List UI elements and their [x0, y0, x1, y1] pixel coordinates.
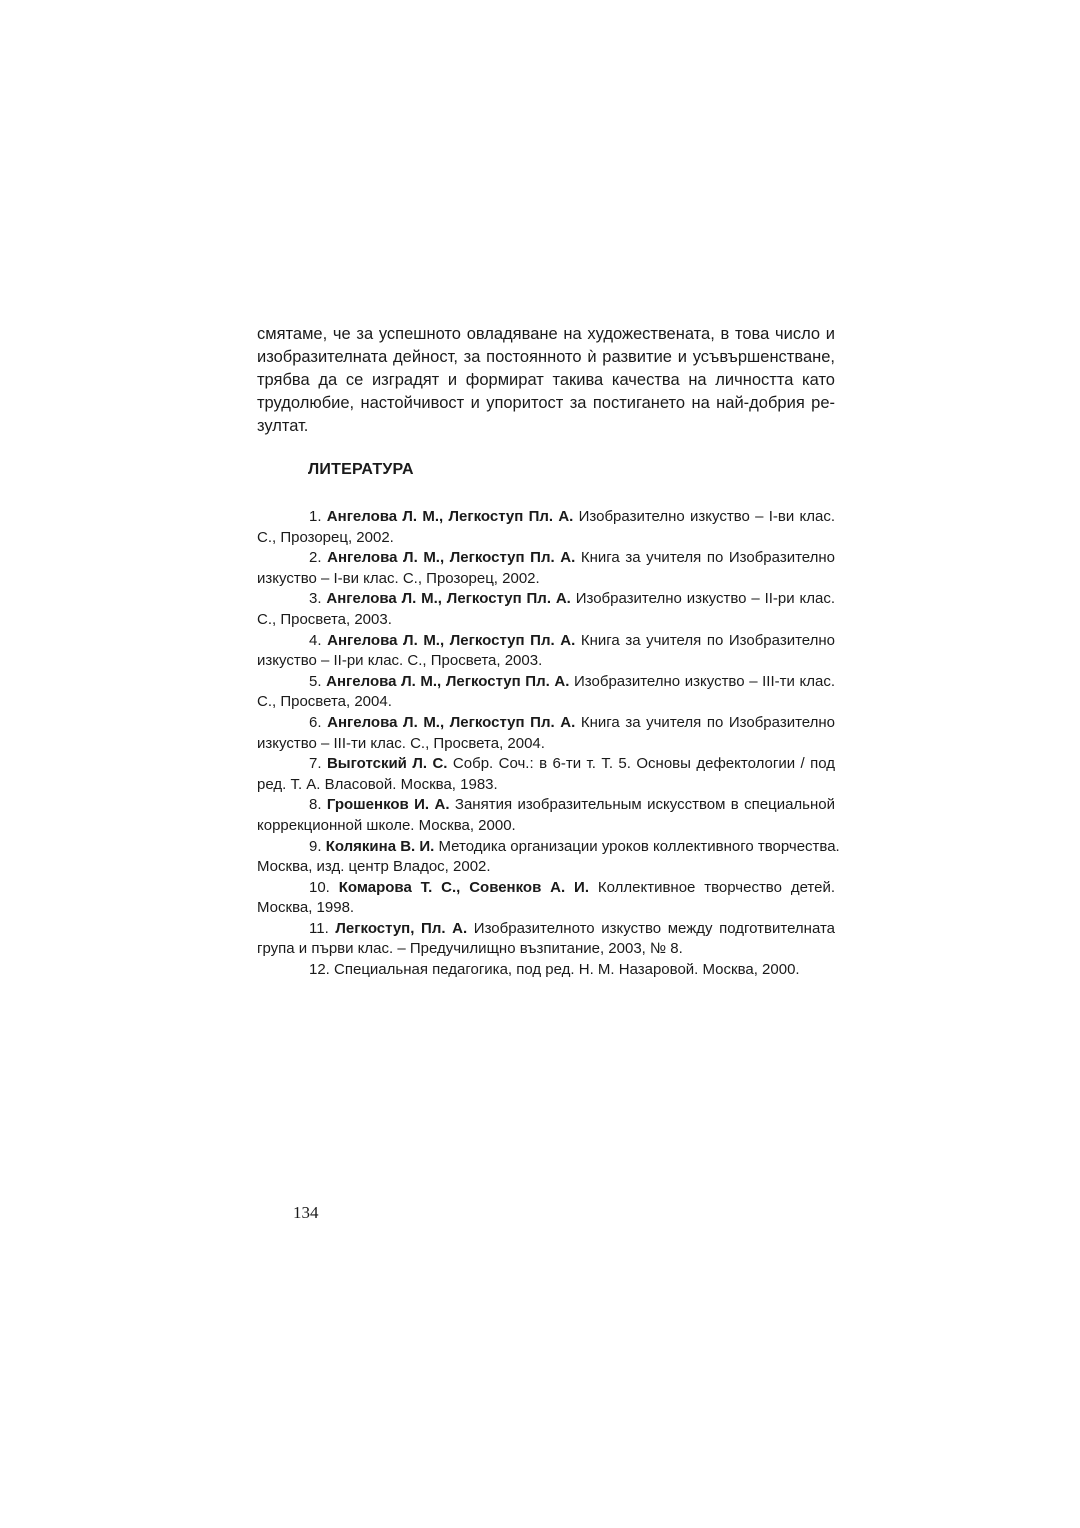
reference-text-continued: С., Просвета, 2003. [257, 610, 392, 628]
reference-text: 12. Специальная педагогика, под ред. Н. М. Назаровой. Москва, 2000. [309, 961, 800, 979]
reference-text-continued: коррекционной школе. Москва, 2000. [257, 816, 516, 834]
reference-author: Колякина В. И. [325, 837, 435, 855]
intro-line: трудолюбие, настойчивост и упоритост за постигането на най-добрия ре- [257, 394, 835, 412]
reference-text: Методика организации уроков коллективного творчества. [438, 837, 840, 855]
reference-author: Грошенков И. А. [326, 796, 450, 814]
reference-author: Комарова Т. С., Совенков А. И. [338, 878, 589, 896]
reference-number: 6. [309, 713, 322, 731]
reference-list [257, 507, 840, 981]
reference-author: Ангелова Л. М., Легкоступ Пл. А. [327, 549, 576, 567]
reference-text: Книга за учителя по Изобразително [580, 713, 835, 731]
reference-text-continued: изкуство – I-ви клас. С., Прозорец, 2002. [257, 569, 540, 587]
reference-text-continued: Москва, изд. центр Владос, 2002. [257, 858, 491, 876]
reference-item [257, 837, 840, 878]
reference-author: Ангелова Л. М., Легкоступ Пл. А. [327, 713, 576, 731]
reference-item [257, 754, 835, 795]
reference-text: Занятия изобразительным искусством в специальной [454, 796, 835, 814]
reference-text: Изобразително изкуство – I-ви клас. [578, 508, 836, 525]
reference-text: Книга за учителя по Изобразително [580, 549, 835, 567]
reference-text: Коллективное творчество детей. [597, 878, 836, 896]
intro-paragraph [257, 323, 835, 438]
reference-item [257, 672, 835, 713]
reference-item [257, 507, 835, 548]
intro-line: трябва да се изградят и формират такива качества на личността като [257, 371, 835, 389]
reference-text-continued: изкуство – III-ти клас. С., Просвета, 2004. [257, 734, 545, 752]
reference-item [257, 631, 835, 672]
reference-text-continued: С., Просвета, 2004. [257, 693, 392, 711]
reference-text: Собр. Соч.: в 6-ти т. Т. 5. Основы дефектологии / под [452, 755, 836, 773]
reference-number: 7. [309, 755, 322, 773]
reference-text-continued: изкуство – II-ри клас. С., Просвета, 2003. [257, 652, 543, 670]
reference-text: Изобразителното изкуство между подготвителната [473, 919, 836, 937]
section-heading: ЛИТЕРАТУРА [308, 461, 414, 478]
reference-item [257, 713, 835, 754]
reference-item [257, 919, 835, 960]
reference-text: Изобразително изкуство – III-ти клас. [574, 672, 835, 690]
intro-line: смятаме, че за успешното овладяване на художествената, в това число и [257, 325, 835, 343]
reference-item [257, 795, 835, 836]
reference-author: Ангелова Л. М., Легкоступ Пл. А. [326, 590, 571, 608]
reference-number: 2. [309, 549, 322, 567]
reference-number: 9. [309, 837, 322, 855]
reference-number: 4. [309, 631, 322, 649]
reference-item [257, 960, 835, 981]
reference-number: 10. [309, 878, 330, 896]
reference-author: Легкоступ, Пл. А. [335, 919, 468, 937]
reference-number: 3. [309, 590, 322, 608]
reference-text-continued: Москва, 1998. [257, 899, 355, 917]
reference-text: Изобразително изкуство – II-ри клас. [575, 590, 835, 608]
reference-author: Ангелова Л. М., Легкоступ Пл. А. [326, 508, 574, 525]
reference-item [257, 878, 835, 919]
intro-line: зултат. [257, 417, 309, 435]
intro-line: изобразителната дейност, за постоянното ѝ развитие и усъвършенстване, [257, 348, 835, 366]
reference-number: 5. [309, 672, 322, 690]
page-number: 134 [293, 1203, 319, 1222]
reference-text-continued: ред. Т. А. Власовой. Москва, 1983. [257, 775, 498, 793]
reference-text-continued: група и първи клас. – Предучилищно възпитание, 2003, № 8. [257, 940, 683, 958]
reference-item [257, 548, 835, 589]
reference-text-continued: С., Прозорец, 2002. [257, 528, 394, 546]
reference-author: Ангелова Л. М., Легкоступ Пл. А. [326, 672, 570, 690]
reference-author: Выготский Л. С. [326, 755, 448, 773]
reference-author: Ангелова Л. М., Легкоступ Пл. А. [327, 631, 576, 649]
reference-number: 11. [309, 919, 329, 937]
reference-number: 1. [309, 508, 322, 525]
reference-number: 8. [309, 796, 322, 814]
reference-item [257, 589, 835, 630]
reference-text: Книга за учителя по Изобразително [580, 631, 835, 649]
